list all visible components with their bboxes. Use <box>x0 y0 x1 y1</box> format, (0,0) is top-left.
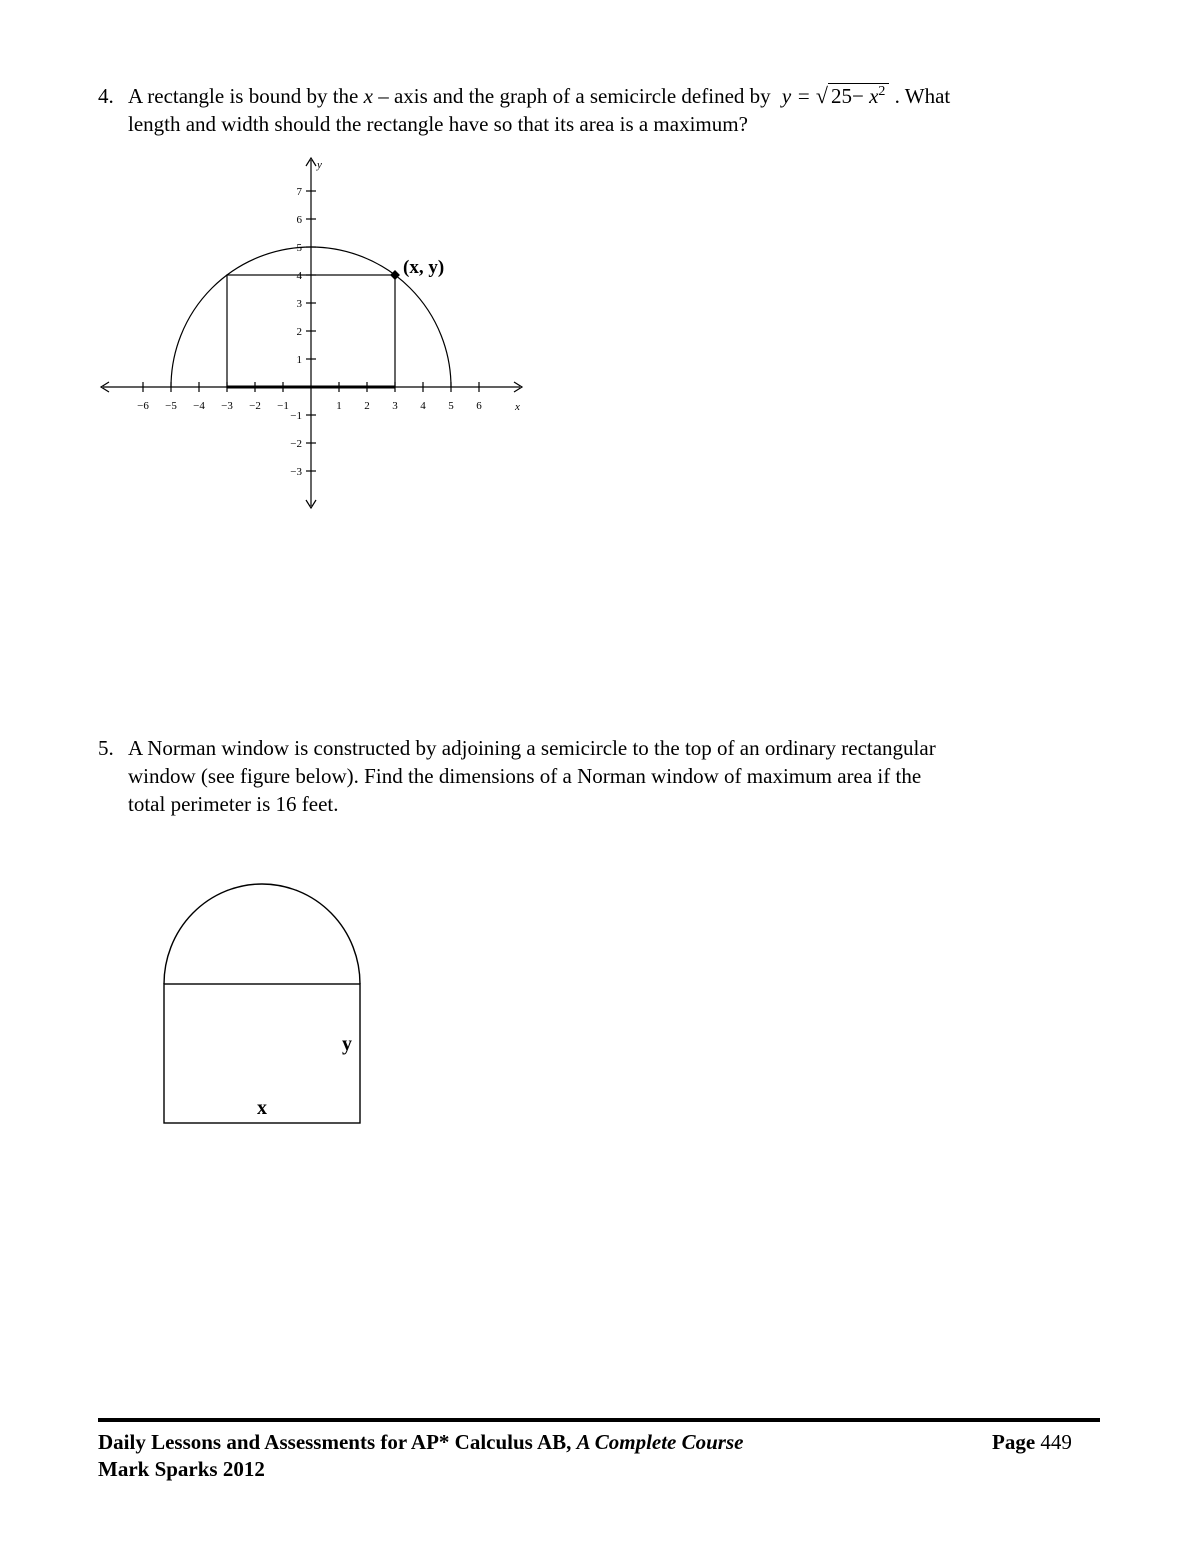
y-tick-label: 7 <box>296 186 302 198</box>
x-tick-label: −1 <box>277 400 289 412</box>
x-tick-label: −2 <box>249 400 261 412</box>
problem-5 <box>98 734 1098 824</box>
problem-text <box>128 82 950 138</box>
x-tick-label: −4 <box>193 400 205 412</box>
sqrt-sign-icon: √ <box>815 83 828 108</box>
x-tick-label: 3 <box>392 400 398 412</box>
window-semicircle <box>164 884 360 984</box>
x-tick-label: −3 <box>221 400 233 412</box>
y-tick-label: −1 <box>290 410 302 422</box>
problem-line-2: window (see figure below). Find the dimensions of a Norman window of maximum area if the <box>128 764 922 788</box>
footer-author: Mark Sparks 2012 <box>98 1457 265 1481</box>
formula: y = √ $25- x^2$ <box>782 82 890 110</box>
y-tick-label: 2 <box>296 326 302 338</box>
y-tick-label: −3 <box>290 466 302 478</box>
y-tick-label: 4 <box>296 270 302 282</box>
norman-window-figure <box>160 878 366 1128</box>
x-tick-label: 1 <box>336 400 342 412</box>
x-tick-label: 4 <box>420 400 426 412</box>
problem-line-3: total perimeter is 16 feet. <box>128 792 339 816</box>
y-tick-label: 6 <box>296 214 302 226</box>
problem-4 <box>98 82 1098 142</box>
problem-number: 4. <box>98 84 114 108</box>
footer-rule <box>98 1418 1100 1422</box>
window-label-x: x <box>257 1097 267 1119</box>
x-tick-label: 2 <box>364 400 370 412</box>
x-tick-label: 5 <box>448 400 454 412</box>
x-tick-label: −5 <box>165 400 177 412</box>
y-tick-label: 1 <box>296 354 302 366</box>
footer-title: Daily Lessons and Assessments for AP* Calculus AB, A Complete Course <box>98 1430 744 1454</box>
y-tick-label: 3 <box>296 298 302 310</box>
y-tick-label: −2 <box>290 438 302 450</box>
problem-number: 5. <box>98 736 114 760</box>
window-label-y: y <box>342 1033 352 1055</box>
point-label: (x, y) <box>403 257 445 278</box>
y-tick-label: 5 <box>296 242 302 254</box>
problem-line-1: A Norman window is constructed by adjoining a semicircle to the top of an ordinary rectangular <box>128 736 936 760</box>
corner-point <box>390 270 400 280</box>
x-tick-label: 6 <box>476 400 482 412</box>
x-tick-label: −6 <box>137 400 149 412</box>
semicircle-graph <box>95 150 535 520</box>
problem-line-1: A rectangle is bound by the x – axis and the graph of a semicircle defined by y = √ $25- x^2$ . What <box>128 83 951 108</box>
page-number: Page 449 <box>992 1430 1072 1454</box>
y-axis-label: y <box>317 159 322 171</box>
x-axis-label: x <box>515 401 520 413</box>
problem-line-2: length and width should the rectangle have so that its area is a maximum? <box>128 112 748 136</box>
problem-text <box>128 734 936 818</box>
